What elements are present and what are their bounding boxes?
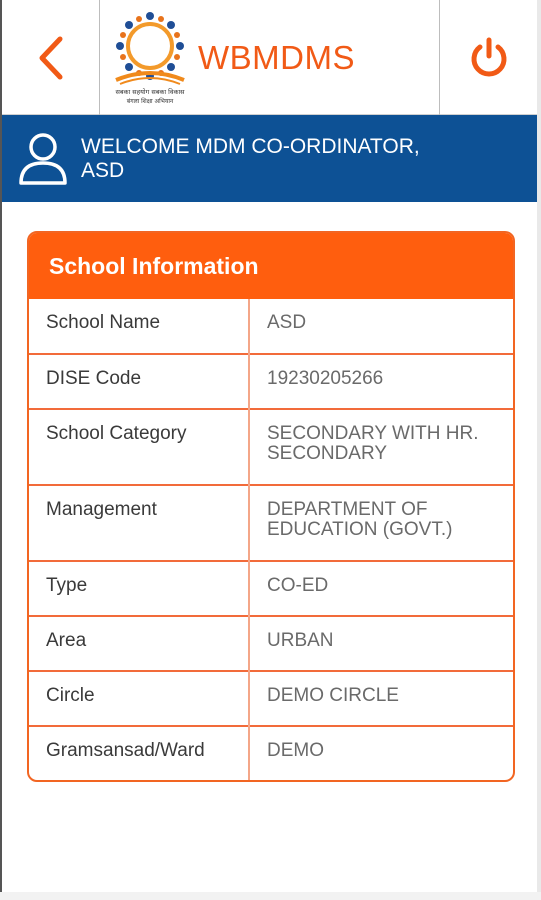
row-label: School Category: [29, 409, 249, 485]
table-row: [29, 616, 513, 671]
welcome-line-1: WELCOME MDM CO-ORDINATOR,: [81, 134, 420, 158]
row-value: DEMO: [249, 726, 513, 781]
row-label: Type: [29, 561, 249, 616]
welcome-banner: [2, 115, 537, 202]
chevron-left-icon: [36, 35, 66, 81]
back-button[interactable]: [2, 0, 99, 115]
bottom-band: [0, 892, 541, 900]
row-label: Gramsansad/Ward: [29, 726, 249, 781]
table-row: [29, 671, 513, 726]
card-title: School Information: [49, 252, 259, 279]
svg-text:बंगला शिक्षा अभियान: बंगला शिक्षा अभियान: [126, 97, 174, 105]
row-value: DEMO CIRCLE: [249, 671, 513, 726]
card-header: [29, 233, 513, 299]
header-divider-right: [439, 0, 440, 115]
row-label: DISE Code: [29, 354, 249, 409]
row-value: 19230205266: [249, 354, 513, 409]
row-label: School Name: [46, 312, 161, 333]
row-label: Circle: [29, 671, 249, 726]
brand: [102, 0, 439, 115]
user-icon: [17, 131, 69, 187]
row-value: ASD: [249, 299, 513, 354]
row-label: Area: [29, 616, 249, 671]
welcome-line-2: ASD: [81, 158, 125, 182]
scrollbar[interactable]: [537, 0, 541, 892]
logout-button[interactable]: [441, 0, 537, 115]
header-divider-left: [99, 0, 100, 115]
row-value: URBAN: [249, 616, 513, 671]
table-row: [29, 299, 513, 354]
app-header: [2, 0, 537, 115]
table-row: [29, 726, 513, 781]
table-row: [29, 409, 513, 485]
row-value: SECONDARY WITH HR. SECONDARY: [249, 409, 513, 485]
row-label: Management: [29, 485, 249, 561]
power-icon: [468, 37, 510, 79]
row-value: CO-ED: [249, 561, 513, 616]
svg-text:सबका सहयोग सबका विकास: सबका सहयोग सबका विकास: [115, 87, 185, 96]
row-value: DEPARTMENT OF EDUCATION (GOVT.): [249, 485, 513, 561]
table-row: [29, 561, 513, 616]
table-row: [29, 354, 513, 409]
table-row: [29, 485, 513, 561]
school-info-card: [27, 231, 515, 782]
wbmdms-logo: [110, 8, 190, 108]
app-title: WBMDMS: [198, 38, 355, 76]
school-info-table: [29, 299, 513, 781]
welcome-message: [81, 135, 461, 183]
